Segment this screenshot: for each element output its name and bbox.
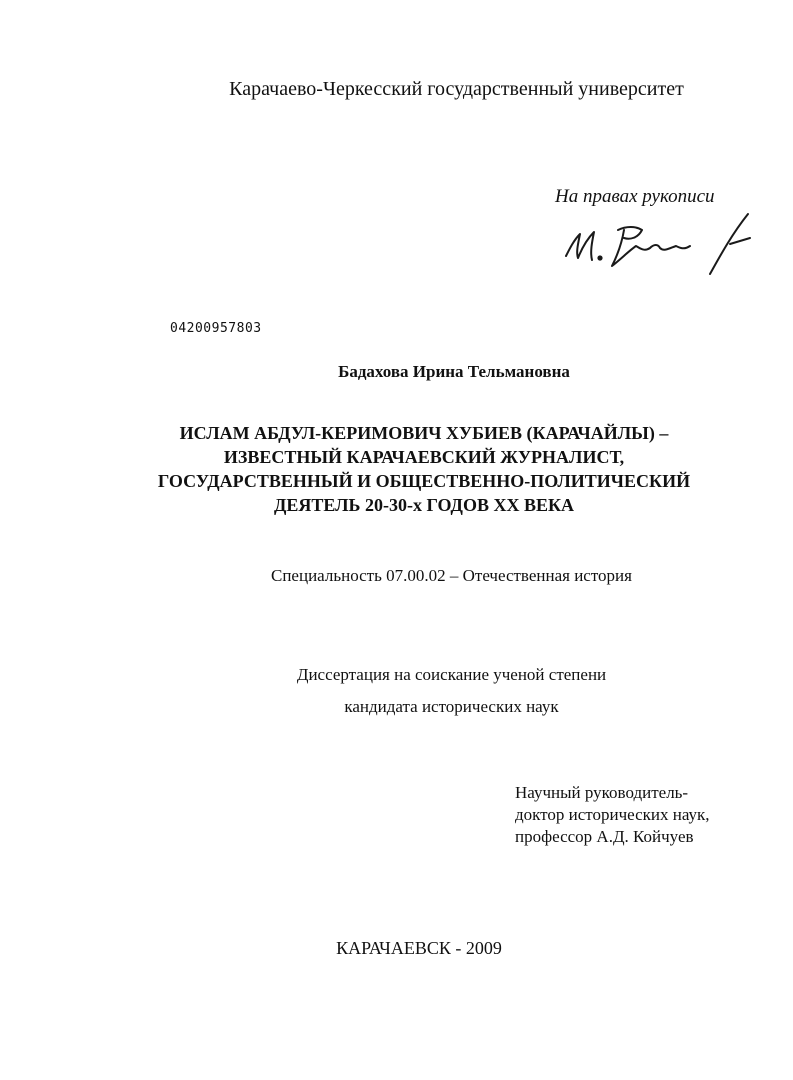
supervisor-line-2: доктор исторических наук, — [515, 805, 710, 824]
inventory-number: 04200957803 — [170, 321, 262, 336]
supervisor-line-3: профессор А.Д. Койчуев — [515, 827, 694, 846]
author-name: Бадахова Ирина Тельмановна — [338, 362, 570, 381]
dissertation-title — [0, 421, 793, 517]
title-line: ИСЛАМ АБДУЛ-КЕРИМОВИЧ ХУБИЕВ (КАРАЧАЙЛЫ) – — [179, 423, 669, 443]
manuscript-note: На правах рукописи — [555, 186, 715, 207]
supervisor-block — [515, 782, 710, 848]
handwritten-signature — [560, 208, 760, 278]
title-line: ИЗВЕСТНЫЙ КАРАЧАЕВСКИЙ ЖУРНАЛИСТ, — [223, 447, 625, 467]
supervisor-line-1: Научный руководитель- — [515, 783, 689, 802]
title-line: ГОСУДАРСТВЕННЫЙ И ОБЩЕСТВЕННО-ПОЛИТИЧЕСКИЙ — [157, 471, 691, 491]
degree-line-2: кандидата исторических наук — [344, 697, 559, 716]
city-year: КАРАЧАЕВСК - 2009 — [336, 938, 502, 958]
specialty: Специальность 07.00.02 – Отечественная история — [271, 566, 632, 585]
degree-statement — [0, 659, 793, 723]
university-name: Карачаево-Черкесский государственный университет — [229, 78, 684, 100]
degree-line-1: Диссертация на соискание ученой степени — [296, 665, 607, 684]
title-line: ДЕЯТЕЛЬ 20-30-х ГОДОВ XX ВЕКА — [273, 495, 575, 515]
